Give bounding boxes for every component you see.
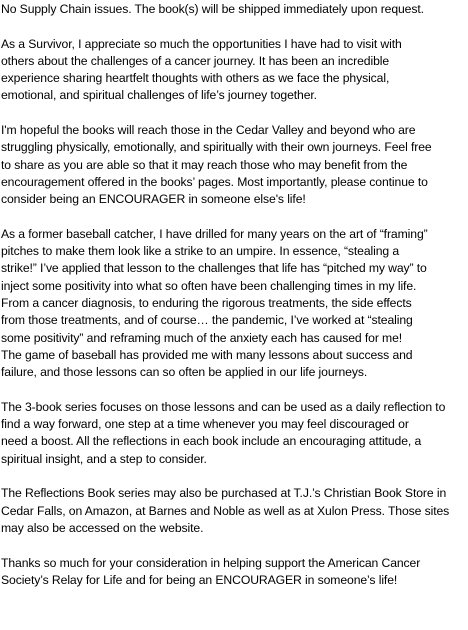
text-line: from those treatments, and of course… the pandemic, I’ve worked at “stealing	[1, 313, 413, 328]
text-line: I'm hopeful the books will reach those in the Cedar Valley and beyond who are	[1, 123, 416, 138]
text-line: pitches to make them look like a strike to an umpire. In essence, “stealing a	[1, 244, 400, 259]
paragraph-purchase	[1, 485, 468, 537]
paragraph-shipping	[1, 1, 468, 18]
paragraph-hopeful	[1, 122, 468, 208]
text-line: From a cancer diagnosis, to enduring the rigorous treatments, the side effects	[1, 296, 412, 311]
text-line: to share as you are able so that it may reach those who may benefit from the	[1, 157, 408, 172]
text-line: consider being an ENCOURAGER in someone else's life!	[1, 192, 306, 207]
paragraph-book-series	[1, 399, 468, 468]
text-line: emotional, and spiritual challenges of life’s journey together.	[1, 88, 317, 103]
paragraph-thanks	[1, 555, 468, 590]
text-line: Thanks so much for your consideration in helping support the American Cancer	[1, 555, 421, 570]
text-line: others about the challenges of a cancer journey. It has been an incredible	[1, 53, 390, 68]
paragraph-baseball	[1, 226, 468, 382]
text-line: may also be accessed on the website.	[1, 520, 204, 535]
text-line: struggling physically, emotionally, and spiritually with their own journeys. Feel free	[1, 140, 432, 155]
text-line: As a Survivor, I appreciate so much the opportunities I have had to visit with	[1, 36, 402, 51]
text-line: find a way forward, one step at a time whenever you may feel discouraged or	[1, 417, 409, 432]
text-line: Cedar Falls, on Amazon, at Barnes and Noble as well as at Xulon Press. Those sites	[1, 503, 450, 518]
text-line: need a boost. All the reflections in each book include an encouraging attitude, a	[1, 434, 422, 449]
text-line: encouragement offered in the books’ pages. Most importantly, please continue to	[1, 174, 428, 189]
text-line: spiritual insight, and a step to consider.	[1, 451, 207, 466]
text-line: The 3-book series focuses on those lessons and can be used as a daily reflection to	[1, 399, 446, 414]
text-line: Society’s Relay for Life and for being an ENCOURAGER in someone’s life!	[1, 572, 398, 587]
text-line: The Reflections Book series may also be purchased at T.J.’s Christian Book Store in	[1, 486, 447, 501]
text-line: inject some positivity into what so often have been challenging times in my life.	[1, 278, 417, 293]
text-line: As a former baseball catcher, I have drilled for many years on the art of “framing”	[1, 226, 428, 241]
text-line: strike!” I’ve applied that lesson to the challenges that life has “pitched my way” to	[1, 261, 427, 276]
text-line: No Supply Chain issues. The book(s) will be shipped immediately upon request.	[1, 2, 424, 16]
text-line: failure, and those lessons can so often be applied in our life journeys.	[1, 365, 368, 380]
text-line: experience sharing heartfelt thoughts with others as we face the physical,	[1, 71, 390, 86]
text-line: some positivity” and reframing much of the anxiety each has caused for me!	[1, 330, 403, 345]
paragraph-survivor	[1, 36, 468, 105]
text-line: The game of baseball has provided me with many lessons about success and	[1, 347, 413, 362]
